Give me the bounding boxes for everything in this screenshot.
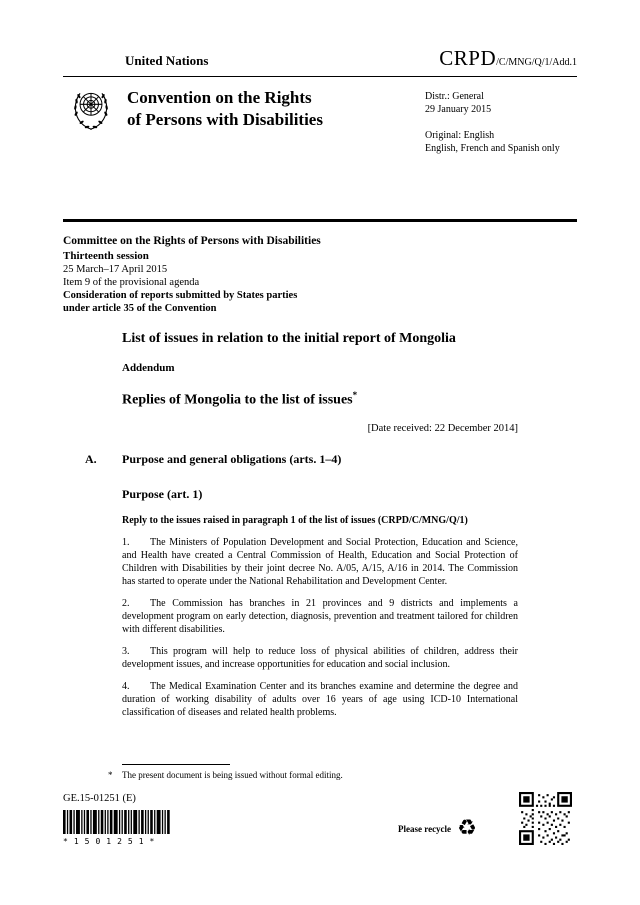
footnote-divider (122, 764, 230, 765)
document-symbol-suffix: /C/MNG/Q/1/Add.1 (496, 57, 577, 68)
barcode-label: *1501251* (63, 837, 161, 846)
section-letter: A. (85, 452, 97, 466)
footnote (108, 770, 528, 780)
paragraph-2 (122, 597, 518, 636)
paragraph-text: The Ministers of Population Development and Social Protection, Education and Science, and Health have created a Central Commission of Health, Education and Social Protection of Children with Disabilities by their joint decree No. A/05, A/15, A/16 in 2014. The Commission has started to operate under the National Rehabilitation and Development Center. (122, 537, 518, 587)
committee-name: Committee on the Rights of Persons with Disabilities (63, 235, 321, 247)
paragraph-1 (122, 536, 518, 588)
convention-title (127, 87, 323, 131)
distribution-type: Distr.: General (425, 91, 484, 102)
paragraph-number: 3. (122, 646, 130, 657)
paragraph-3 (122, 645, 518, 671)
distribution-date: 29 January 2015 (425, 104, 492, 115)
document-subtitle (122, 390, 357, 409)
qr-code (519, 792, 572, 845)
agenda-item: Item 9 of the provisional agenda (63, 277, 200, 288)
paragraph-number: 2. (122, 598, 130, 609)
section-a-heading (85, 452, 518, 467)
top-header (63, 46, 577, 71)
body-paragraphs (122, 536, 518, 728)
ge-document-number: GE.15-01251 (E) (63, 793, 136, 804)
subtitle-text: Replies of Mongolia to the list of issues (122, 392, 353, 408)
org-name: United Nations (125, 53, 209, 68)
masthead-divider (63, 219, 577, 222)
document-title: List of issues in relation to the initial report of Mongolia (122, 331, 456, 346)
date-received: [Date received: 22 December 2014] (367, 423, 518, 434)
addendum-label: Addendum (122, 362, 175, 374)
paragraph-number: 4. (122, 681, 130, 692)
session-name: Thirteenth session (63, 250, 149, 262)
header-divider (63, 76, 577, 77)
agenda-title-line1: Consideration of reports submitted by States parties (63, 290, 298, 301)
document-symbol-prefix: CRPD (439, 46, 497, 70)
footnote-marker: * (108, 770, 113, 780)
convention-title-line2: of Persons with Disabilities (127, 110, 323, 129)
spacer (425, 116, 560, 129)
paragraph-number: 1. (122, 537, 130, 548)
reply-heading: Reply to the issues raised in paragraph 1 of the list of issues (CRPD/C/MNG/Q/1) (122, 515, 468, 526)
distribution-block (425, 90, 560, 155)
session-block (63, 235, 577, 315)
original-language: Original: English (425, 130, 495, 141)
recycle-icon: ♻ (457, 816, 477, 841)
session-dates: 25 March–17 April 2015 (63, 264, 168, 275)
barcode (63, 810, 171, 834)
footnote-reference: * (352, 390, 358, 400)
purpose-heading: Purpose (art. 1) (122, 487, 203, 501)
paragraph-text: This program will help to reduce loss of physical abilities of children, address their development issues, and increase opportunities for education and social inclusion. (122, 646, 518, 670)
convention-title-line1: Convention on the Rights (127, 88, 312, 107)
un-emblem-icon (66, 83, 116, 135)
paragraph-4 (122, 680, 518, 719)
recycle-label: Please recycle (398, 824, 452, 834)
paragraph-text: The Medical Examination Center and its branches examine and determine the degree and duration of working disability of adults over 16 years of age using ICD-10 International classification of diseases and related health problems. (122, 681, 518, 718)
document-symbol (439, 46, 577, 71)
agenda-title-line2: under article 35 of the Convention (63, 303, 217, 314)
paragraph-text: The Commission has branches in 21 provinces and 9 districts and implements a development program on early detection, diagnosis, prevention and treatment tailored for children with different disabilities. (122, 598, 518, 635)
section-title: Purpose and general obligations (arts. 1–4) (122, 452, 342, 466)
recycle-note (398, 818, 477, 840)
footnote-text: The present document is being issued without formal editing. (122, 770, 343, 780)
available-languages: English, French and Spanish only (425, 143, 560, 154)
